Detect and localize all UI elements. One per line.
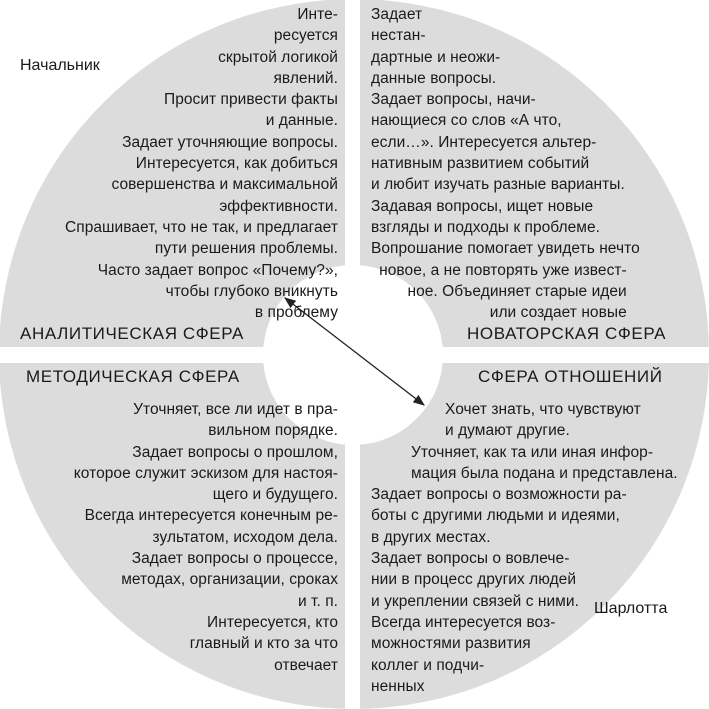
text-line: зультатом, исходом дела.	[152, 528, 338, 546]
text-line: если…». Интересуется альтер-	[371, 133, 597, 151]
methodical-text	[74, 399, 338, 676]
text-line: Задает вопросы о возможности ра-	[371, 486, 627, 504]
text-line: мация была подана и представлена.	[411, 464, 678, 482]
text-line: Просит привести факты	[164, 91, 338, 109]
text-line: щего и будущего.	[212, 486, 338, 504]
person-boss: Начальник	[20, 57, 100, 74]
text-line: скрытой логикой	[218, 48, 338, 66]
text-line: пути решения проблемы.	[154, 240, 338, 258]
text-line: эффективности.	[219, 197, 338, 215]
text-line: Задает вопросы о прошлом,	[132, 443, 338, 461]
text-line: или создает новые	[489, 304, 627, 322]
text-line: Всегда интересуется конечным ре-	[84, 507, 338, 525]
text-line: отвечает	[274, 656, 338, 674]
text-line: Интересуется, как добиться	[135, 155, 338, 173]
text-line: дартные и неожи-	[371, 48, 501, 66]
text-line: и укреплении связей с ними.	[371, 592, 579, 610]
text-line: Инте-	[297, 6, 338, 23]
text-line: совершенства и максимальной	[111, 176, 338, 194]
text-line: нии в процесс других людей	[371, 571, 577, 589]
text-line: Задает	[371, 6, 423, 23]
text-line: в других местах.	[371, 528, 491, 546]
analytic-title: АНАЛИТИЧЕСКАЯ СФЕРА	[20, 324, 244, 343]
text-line: Хочет знать, что чувствуют	[445, 401, 641, 418]
text-line: Уточняет, все ли идет в пра-	[133, 401, 338, 418]
relations-title: СФЕРА ОТНОШЕНИЙ	[478, 367, 663, 386]
analytic-text	[65, 4, 338, 323]
text-line: данные вопросы.	[371, 69, 497, 87]
text-line: взгляды и подходы к проблеме.	[371, 218, 601, 236]
text-line: и данные.	[265, 112, 338, 130]
text-line: нативным развитием событий	[371, 155, 590, 173]
text-line: Задает вопросы о вовлече-	[371, 550, 570, 568]
text-line: вильном порядке.	[208, 422, 338, 440]
text-line: и т. п.	[297, 592, 338, 610]
text-line: в проблему	[254, 304, 338, 322]
text-line: и любит изучать разные варианты.	[371, 176, 625, 194]
text-line: новое, а не повторять уже извест-	[379, 261, 627, 279]
innovative-title: НОВАТОРСКАЯ СФЕРА	[467, 324, 667, 343]
text-line: коллег и подчи-	[371, 656, 485, 674]
text-line: Всегда интересуется воз-	[371, 613, 556, 631]
person-charlotte: Шарлотта	[594, 600, 668, 617]
text-line: Спрашивает, что не так, и предлагает	[65, 218, 338, 236]
text-line: методах, организации, сроках	[121, 571, 338, 589]
text-line: и думают другие.	[445, 422, 570, 440]
text-line: можностями развития	[371, 635, 531, 653]
text-line: Уточняет, как та или иная инфор-	[411, 443, 654, 461]
methodical-title: МЕТОДИЧЕСКАЯ СФЕРА	[26, 367, 240, 386]
innovative-text	[371, 4, 640, 323]
text-line: Задавая вопросы, ищет новые	[371, 197, 594, 215]
relations-text	[371, 399, 678, 697]
text-line: нестан-	[371, 27, 426, 45]
text-line: ненных	[371, 677, 425, 695]
text-line: ное. Объединяет старые идеи	[407, 282, 627, 300]
text-line: Вопрошание помогает увидеть нечто	[371, 240, 640, 258]
text-line: Задает вопросы о процессе,	[131, 550, 338, 568]
text-line: главный и кто за что	[189, 635, 338, 653]
text-line: ресуется	[273, 27, 338, 45]
text-line: явлений.	[273, 69, 338, 87]
text-line: Интересуется, кто	[207, 613, 338, 631]
text-line: Задает уточняющие вопросы.	[122, 133, 338, 151]
text-line: Часто задает вопрос «Почему?»,	[97, 261, 338, 279]
text-line: Задает вопросы, начи-	[371, 91, 536, 109]
text-line: боты с другими людьми и идеями,	[371, 507, 620, 525]
text-line: чтобы глубоко вникнуть	[165, 282, 338, 300]
text-line: которое служит эскизом для настоя-	[73, 464, 338, 482]
text-line: нающиеся со слов «А что,	[371, 112, 562, 130]
